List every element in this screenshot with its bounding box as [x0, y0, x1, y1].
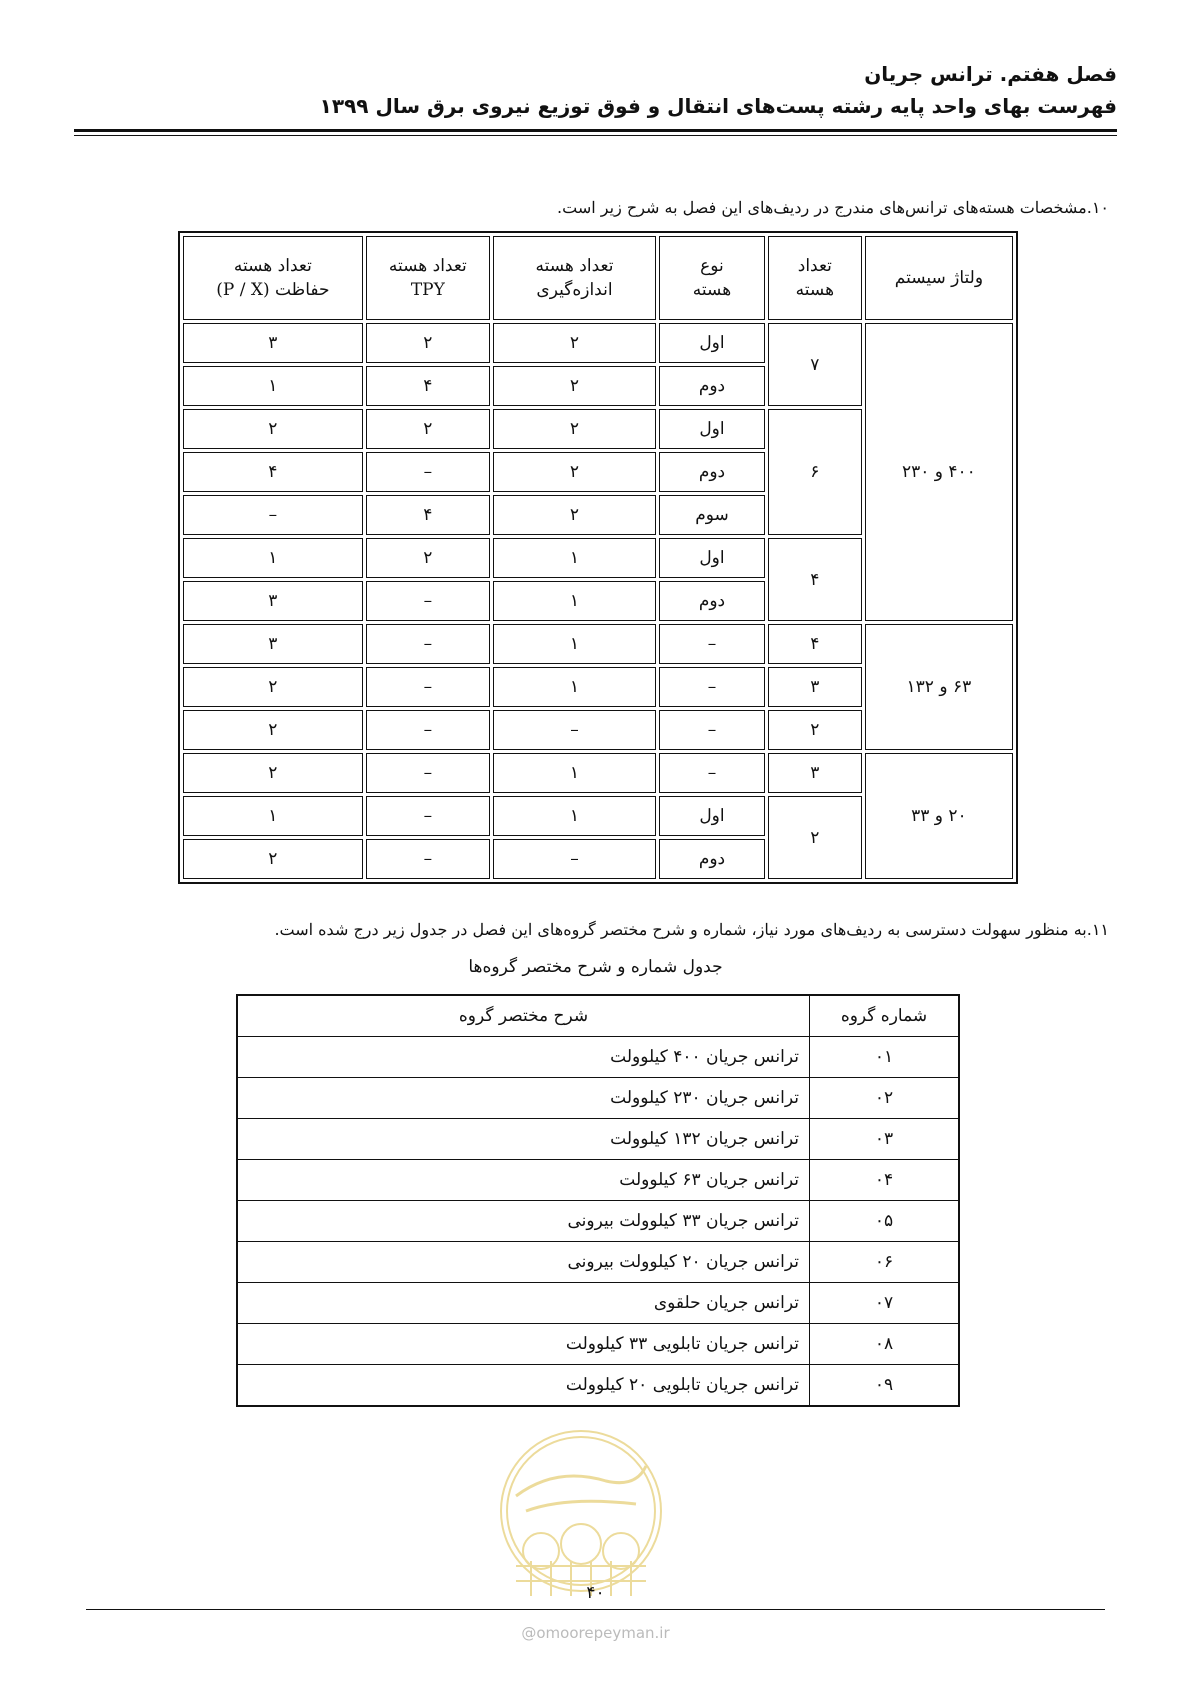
measuring-cell: ۱ [493, 538, 656, 578]
table-row [183, 323, 1013, 363]
group-number-cell: ۰۲ [810, 1078, 960, 1119]
paragraph-11: ۱۱.به منظور سهولت دسترسی به ردیف‌های مورد نیاز، شماره و شرح مختصر گروه‌های این فصل در جدول زیر درج شده است. [274, 920, 1109, 939]
measuring-cell: ۱ [493, 581, 656, 621]
voltage-cell: ۲۰ و ۳۳ [865, 753, 1013, 879]
tpy-cell: – [366, 710, 490, 750]
voltage-cell: ۶۳ و ۱۳۲ [865, 624, 1013, 750]
core-type-cell: – [659, 667, 765, 707]
core-count-cell: ۷ [768, 323, 862, 406]
table-header-row [183, 236, 1013, 320]
paragraph-10: ۱۰.مشخصات هسته‌های ترانس‌های مندرج در ردیف‌های این فصل به شرح زیر است. [557, 198, 1109, 217]
core-type-cell: دوم [659, 452, 765, 492]
header-core-type: نوع هسته [659, 236, 765, 320]
table-row [183, 753, 1013, 793]
protection-cell: – [183, 495, 363, 535]
protection-cell: ۳ [183, 624, 363, 664]
tpy-cell: ۲ [366, 323, 490, 363]
header-protection-cores: تعداد هسته حفاظت (P / X) [183, 236, 363, 320]
table-row [183, 624, 1013, 664]
group-number-cell: ۰۵ [810, 1201, 960, 1242]
measuring-cell: ۲ [493, 409, 656, 449]
header-rule [74, 129, 1117, 132]
group-description-cell: ترانس جریان ۲۳۰ کیلوولت [237, 1078, 810, 1119]
core-type-cell: دوم [659, 839, 765, 879]
group-number-cell: ۰۶ [810, 1242, 960, 1283]
header-voltage: ولتاژ سیستم [865, 236, 1013, 320]
tpy-cell: – [366, 796, 490, 836]
tpy-cell: ۴ [366, 366, 490, 406]
tpy-cell: – [366, 624, 490, 664]
group-description-cell: ترانس جریان تابلویی ۲۰ کیلوولت [237, 1365, 810, 1407]
tpy-cell: – [366, 839, 490, 879]
table-header-row [237, 995, 959, 1037]
protection-cell: ۲ [183, 839, 363, 879]
groups-table [236, 994, 960, 1407]
table-row [237, 1365, 959, 1407]
protection-cell: ۱ [183, 538, 363, 578]
core-type-cell: اول [659, 796, 765, 836]
measuring-cell: – [493, 710, 656, 750]
core-type-cell: دوم [659, 581, 765, 621]
table-row [237, 1119, 959, 1160]
group-number-cell: ۰۳ [810, 1119, 960, 1160]
protection-cell: ۲ [183, 753, 363, 793]
tpy-cell: ۴ [366, 495, 490, 535]
group-description-cell: ترانس جریان ۳۳ کیلوولت بیرونی [237, 1201, 810, 1242]
header-core-count: تعداد هسته [768, 236, 862, 320]
group-number-cell: ۰۹ [810, 1365, 960, 1407]
group-description-cell: ترانس جریان ۱۳۲ کیلوولت [237, 1119, 810, 1160]
group-description-cell: ترانس جریان ۲۰ کیلوولت بیرونی [237, 1242, 810, 1283]
measuring-cell: ۱ [493, 667, 656, 707]
voltage-cell: ۴۰۰ و ۲۳۰ [865, 323, 1013, 621]
core-count-cell: ۳ [768, 753, 862, 793]
core-count-cell: ۶ [768, 409, 862, 535]
protection-cell: ۳ [183, 581, 363, 621]
core-type-cell: دوم [659, 366, 765, 406]
page-number: ۴۰ [586, 1583, 605, 1603]
tpy-cell: – [366, 581, 490, 621]
core-type-cell: اول [659, 538, 765, 578]
document-title: فهرست بهای واحد پایه رشته پست‌های انتقال و فوق توزیع نیروی برق سال ۱۳۹۹ [319, 94, 1117, 118]
tpy-cell: ۲ [366, 409, 490, 449]
watermark-logo [496, 1426, 666, 1606]
groups-table-caption: جدول شماره و شرح مختصر گروه‌ها [468, 957, 723, 977]
core-type-cell: – [659, 624, 765, 664]
table-row [237, 1324, 959, 1365]
measuring-cell: ۲ [493, 452, 656, 492]
core-count-cell: ۴ [768, 538, 862, 621]
table-row [237, 1201, 959, 1242]
group-description-cell: ترانس جریان تابلویی ۳۳ کیلوولت [237, 1324, 810, 1365]
measuring-cell: ۲ [493, 495, 656, 535]
tpy-cell: – [366, 452, 490, 492]
group-description-cell: ترانس جریان حلقوی [237, 1283, 810, 1324]
measuring-cell: ۱ [493, 753, 656, 793]
chapter-title: فصل هفتم. ترانس جریان [864, 62, 1117, 86]
protection-cell: ۱ [183, 366, 363, 406]
watermark-url: @omoorepeyman.ir [521, 1624, 670, 1642]
table-row [237, 1160, 959, 1201]
measuring-cell: ۲ [493, 323, 656, 363]
core-count-cell: ۲ [768, 796, 862, 879]
group-description-cell: ترانس جریان ۴۰۰ کیلوولت [237, 1037, 810, 1078]
header-measuring-cores: تعداد هسته اندازه‌گیری [493, 236, 656, 320]
core-type-cell: – [659, 710, 765, 750]
protection-cell: ۱ [183, 796, 363, 836]
table-row [237, 1078, 959, 1119]
header-group-number: شماره گروه [810, 995, 960, 1037]
table-row [237, 1283, 959, 1324]
header-rule-thin [74, 135, 1117, 136]
tpy-cell: ۲ [366, 538, 490, 578]
protection-cell: ۲ [183, 667, 363, 707]
footer-rule [86, 1609, 1105, 1610]
measuring-cell: ۲ [493, 366, 656, 406]
tpy-cell: – [366, 667, 490, 707]
header-group-description: شرح مختصر گروه [237, 995, 810, 1037]
core-type-cell: سوم [659, 495, 765, 535]
group-number-cell: ۰۸ [810, 1324, 960, 1365]
measuring-cell: ۱ [493, 624, 656, 664]
core-count-cell: ۴ [768, 624, 862, 664]
protection-cell: ۲ [183, 710, 363, 750]
group-number-cell: ۰۷ [810, 1283, 960, 1324]
core-type-cell: اول [659, 409, 765, 449]
cores-table [178, 231, 1018, 884]
core-type-cell: – [659, 753, 765, 793]
group-number-cell: ۰۱ [810, 1037, 960, 1078]
table-row [237, 1242, 959, 1283]
page-header [74, 58, 1117, 122]
table-row [237, 1037, 959, 1078]
header-tpy-cores: تعداد هسته TPY [366, 236, 490, 320]
core-type-cell: اول [659, 323, 765, 363]
tpy-cell: – [366, 753, 490, 793]
protection-cell: ۲ [183, 409, 363, 449]
measuring-cell: – [493, 839, 656, 879]
protection-cell: ۳ [183, 323, 363, 363]
group-description-cell: ترانس جریان ۶۳ کیلوولت [237, 1160, 810, 1201]
measuring-cell: ۱ [493, 796, 656, 836]
core-count-cell: ۲ [768, 710, 862, 750]
protection-cell: ۴ [183, 452, 363, 492]
core-count-cell: ۳ [768, 667, 862, 707]
group-number-cell: ۰۴ [810, 1160, 960, 1201]
